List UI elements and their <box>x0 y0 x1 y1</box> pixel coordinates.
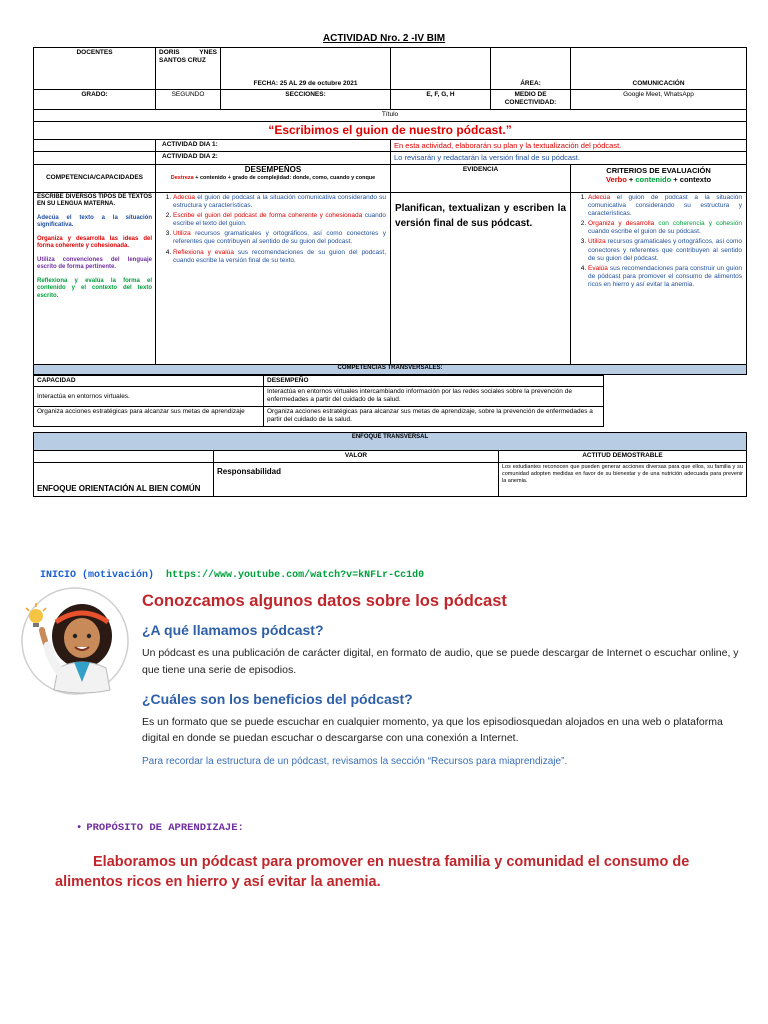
activity-table <box>33 47 747 375</box>
inicio-url[interactable]: https://www.youtube.com/watch?v=kNFLr-Cc1d0 <box>166 570 425 581</box>
podcast-q2: ¿Cuáles son los beneficios del pódcast? <box>142 690 413 707</box>
transversales-table <box>33 375 604 427</box>
transversal-des-1: Interactúa en entornos virtuales intercambiando información por las redes sociales sobre la prevención de enfermedades a partir del cuidado de la salud. <box>264 387 604 407</box>
enfoque-actitud: Los estudiantes reconocen que pueden generar acciones diversas para que ellos, su familia y su comunidad adopten medidas en favor de su bienestar y de una nutrición adecuada para prevenir la anemia. <box>499 463 747 497</box>
col-desempenos: DESEMPEÑOS <box>244 164 302 174</box>
podcast-p2: Es un formato que se puede escuchar en cualquier momento, ya que los episodiosquedan alojados en una web o plataforma digital en donde se puedan escuchar o descargarse con una conexión a Internet. <box>142 715 723 745</box>
actitud-header: ACTITUD DEMOSTRABLE <box>499 451 747 463</box>
inicio-label: INICIO (motivación) <box>40 570 155 581</box>
capacidad-3: Utiliza convenciones del lenguaje escrito de forma pertinente. <box>37 256 152 271</box>
secciones-value: E, F, G, H <box>391 90 491 110</box>
medio-label: MEDIO DE CONECTIVIDAD: <box>491 90 571 110</box>
col-competencia: COMPETENCIA/CAPACIDADES <box>34 164 156 192</box>
criterio-item: 3. Utiliza recursos gramaticales y ortográficos, así como conectores y referentes que contribuyen al sentido de su guion del pódcast. <box>588 238 742 262</box>
col-criterios: CRITERIOS DE EVALUACIÓN <box>606 165 711 175</box>
desempeno-item: 4. Reflexiona y evalúa sus recomendaciones de su guion del podcast, cuando escribe la versión final de su texto. <box>173 249 386 265</box>
proposito-label-line <box>76 822 244 834</box>
enfoque-name: ENFOQUE ORIENTACIÓN AL BIEN COMÚN <box>34 463 214 497</box>
grado-value: SEGUNDO <box>156 90 221 110</box>
docentes-value: DORIS YNES SANTOS CRUZ <box>156 48 221 90</box>
secciones-label: SECCIONES: <box>221 90 391 110</box>
girl-illustration <box>20 586 130 696</box>
proposito-label: PROPÓSITO DE APRENDIZAJE: <box>86 822 244 834</box>
desempeno-header: DESEMPEÑO <box>264 376 604 387</box>
desempeno-item: 1. Adecúa el guion de podcast a la situación comunicativa considerando su estructura y características. <box>173 194 386 210</box>
criterios-list <box>574 194 742 289</box>
desempeno-item: 3. Utiliza recursos gramaticales y ortográficos, así como conectores y referentes que contribuyen al sentido de su guion del podcast. <box>173 230 386 246</box>
valor-header: VALOR <box>214 451 499 463</box>
bullet-icon: • <box>76 822 83 834</box>
enfoque-table <box>33 432 747 497</box>
col-evidencia: EVIDENCIA <box>391 164 571 192</box>
enfoque-valor: Responsabilidad <box>214 463 499 497</box>
podcast-note: Para recordar la estructura de un pódcast, revisamos la sección “Recursos para miaprendizaje”. <box>142 756 568 768</box>
docentes-label: DOCENTES <box>34 48 156 90</box>
capacidad-1: Adecúa el texto a la situación significativa. <box>37 214 152 229</box>
transversales-title: COMPETENCIAS TRANSVERSALES: <box>34 364 747 374</box>
desempenos-list <box>159 194 386 265</box>
actividad2-value: Lo revisarán y redactarán la versión final de su pódcast. <box>391 152 747 164</box>
transversal-cap-1: Interactúa en entornos virtuales. <box>34 387 264 407</box>
capacidad-4: Reflexiona y evalúa la forma el contenido y el contexto del texto escrito. <box>37 277 152 299</box>
criterio-item: 4. Evalúa sus recomendaciones para construir un guion de pódcast para promover el consumo de alimentos ricos en hierro y así evitar la anemia. <box>588 265 742 289</box>
col-criterios-formula: Verbo + contenido + contexto <box>605 175 712 185</box>
grado-label: GRADO: <box>34 90 156 110</box>
fecha: FECHA: 25 AL 29 de octubre 2021 <box>221 48 391 90</box>
criterio-item: 1. Adecúa el guion de podcast a la situación comunicativa considerando su estructura y características. <box>588 194 742 218</box>
transversal-cap-2: Organiza acciones estratégicas para alcanzar sus metas de aprendizaje <box>34 407 264 427</box>
titulo-value: “Escribimos el guion de nuestro pódcast.” <box>34 122 747 140</box>
capacidad-2: Organiza y desarrolla las ideas del forma coherente y cohesionada. <box>37 235 152 250</box>
medio-value: Google Meet, WhatsApp <box>571 90 747 110</box>
criterio-item: 2. Organiza y desarrolla con coherencia y cohesión cuando escribe el guion de su pódcast. <box>588 220 742 236</box>
enfoque-title: ENFOQUE TRANSVERSAL <box>34 433 747 451</box>
actividad1-label: ACTIVIDAD DIA 1: <box>156 140 391 152</box>
proposito-text: Elaboramos un pódcast para promover en nuestra familia y comunidad el consumo de alimentos ricos en hierro y así evitar la anemia. <box>55 854 690 891</box>
podcast-q1: ¿A qué llamamos pódcast? <box>142 622 324 638</box>
evidencia-text: Planifican, textualizan y escriben la versión final de sus pódcast. <box>391 192 571 364</box>
titulo-label: Título <box>34 110 747 122</box>
area-label: ÁREA: <box>491 48 571 90</box>
col-desempenos-sub: Destreza + contenido + grado de complejidad: donde, como, cuando y conque <box>170 174 376 181</box>
podcast-heading: Conozcamos algunos datos sobre los pódcast <box>142 592 507 610</box>
transversal-des-2: Organiza acciones estratégicas para alcanzar sus metas de aprendizaje, sobre la prevención de enfermedades a partir del cuidado de la salud. <box>264 407 604 427</box>
podcast-p1: Un pódcast es una publicación de carácter digital, en formato de audio, que se puede descargar de Internet o escuchar online, y que tiene una serie de episodios. <box>142 647 739 676</box>
document-title: ACTIVIDAD Nro. 2 -IV BIM <box>322 33 446 44</box>
area-value: COMUNICACIÓN <box>571 48 747 90</box>
competencia-title: ESCRIBE DIVERSOS TIPOS DE TEXTOS EN SU LENGUA MATERNA. <box>37 193 152 208</box>
capacidad-header: CAPACIDAD <box>34 376 264 387</box>
desempeno-item: 2. Escribe el guion del podcast de forma coherente y cohesionada cuando escribe el texto del guion. <box>173 212 386 228</box>
actividad2-label: ACTIVIDAD DIA 2: <box>156 152 391 164</box>
actividad1-value: En esta actividad, elaborarán su plan y la textualización del pódcast. <box>391 140 747 152</box>
inicio-line <box>40 570 424 581</box>
